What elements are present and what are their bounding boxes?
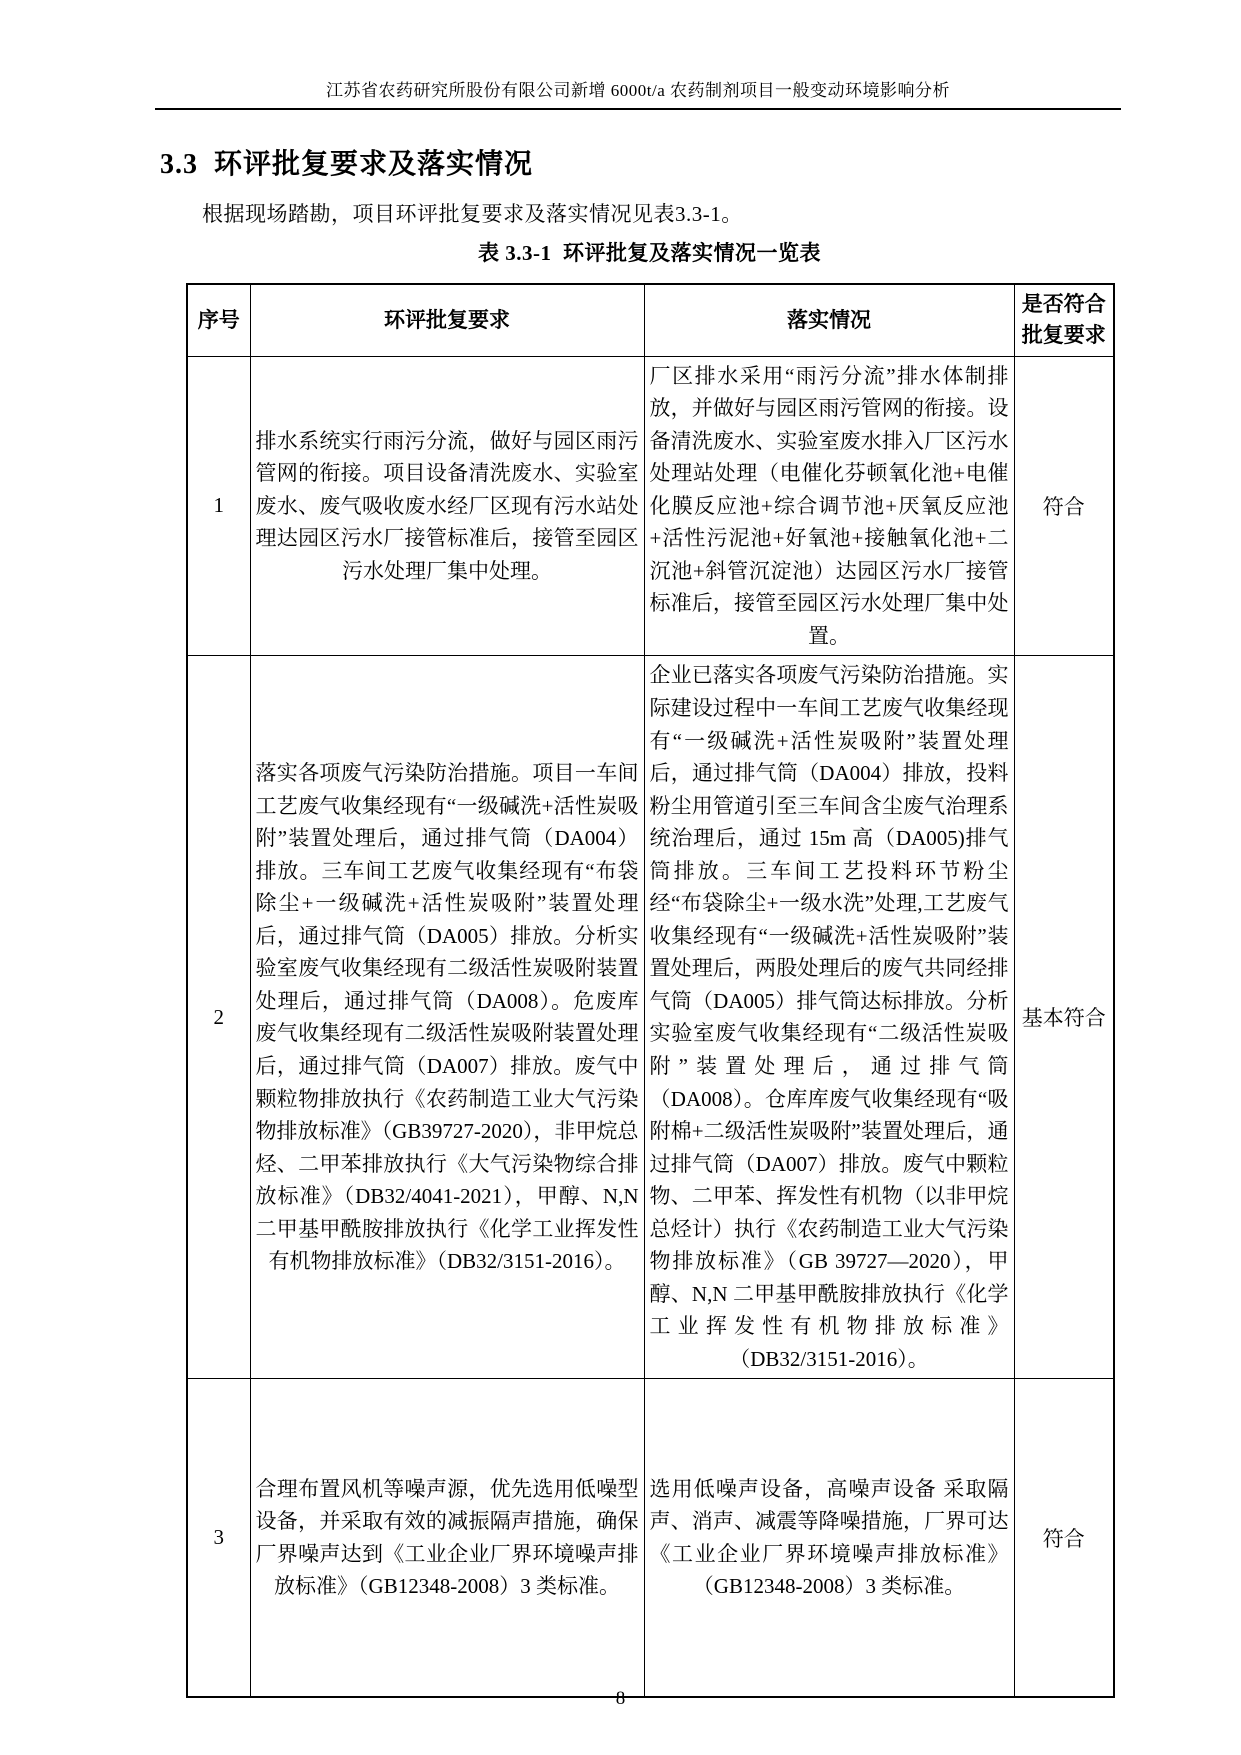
table-row bbox=[187, 656, 1114, 1379]
column-header-compliance: 是否符合批复要求 bbox=[1014, 284, 1114, 356]
implementation-cell: 选用低噪声设备，高噪声设备 采取隔声、消声、减震等降噪措施，厂界可达《工业企业厂界环境噪声排放标准》（GB12348-2008）3 类标准。 bbox=[644, 1379, 1014, 1697]
requirement-cell: 排水系统实行雨污分流，做好与园区雨污管网的衔接。项目设备清洗废水、实验室废水、废气吸收废水经厂区现有污水站处理达园区污水厂接管标准后，接管至园区污水处理厂集中处理。 bbox=[250, 356, 644, 656]
page-number: 8 bbox=[615, 1688, 626, 1709]
section-heading: 3.3 环评批复要求及落实情况 bbox=[160, 149, 534, 180]
implementation-cell: 厂区排水采用“雨污分流”排水体制排放，并做好与园区雨污管网的衔接。设备清洗废水、实验室废水排入厂区污水处理站处理（电催化芬顿氧化池+电催化膜反应池+综合调节池+厌氧反应池+活性污泥池+好氧池+接触氧化池+二沉池+斜管沉淀池）达园区污水厂接管标准后，接管至园区污水处理厂集中处置。 bbox=[644, 356, 1014, 656]
review-table bbox=[186, 283, 1115, 1698]
table-row bbox=[187, 356, 1114, 656]
column-header-no: 序号 bbox=[187, 284, 250, 356]
row-number: 3 bbox=[187, 1379, 250, 1697]
row-number: 1 bbox=[187, 356, 250, 656]
requirement-cell: 合理布置风机等噪声源，优先选用低噪型设备，并采取有效的减振隔声措施，确保厂界噪声达到《工业企业厂界环境噪声排放标准》（GB12348-2008）3 类标准。 bbox=[250, 1379, 644, 1697]
intro-paragraph: 根据现场踏勘，项目环评批复要求及落实情况见表3.3-1。 bbox=[202, 202, 743, 226]
column-header-implementation: 落实情况 bbox=[644, 284, 1014, 356]
table-header-row bbox=[187, 284, 1114, 356]
table-row bbox=[187, 1379, 1114, 1697]
compliance-cell: 符合 bbox=[1014, 1379, 1114, 1697]
column-header-requirement: 环评批复要求 bbox=[250, 284, 644, 356]
compliance-cell: 符合 bbox=[1014, 356, 1114, 656]
page-header bbox=[155, 76, 1121, 110]
row-number: 2 bbox=[187, 656, 250, 1379]
implementation-cell: 企业已落实各项废气污染防治措施。实际建设过程中一车间工艺废气收集经现有“一级碱洗+活性炭吸附”装置处理后，通过排气筒（DA004）排放，投料粉尘用管道引至三车间含尘废气治理系统治理后，通过 15m 高（DA005)排气筒排放。三车间工艺投料环节粉尘经“布袋除尘+一级水洗”处理,工艺废气收集经现有“一级碱洗+活性炭吸附”装置处理后，两股处理后的废气共同经排气筒（DA005）排气筒达标排放。分析实验室废气收集经现有“二级活性炭吸附”装置处理后，通过排气筒（DA008）。仓库库废气收集经现有“吸附棉+二级活性炭吸附”装置处理后，通过排气筒（DA007）排放。废气中颗粒物、二甲苯、挥发性有机物（以非甲烷总烃计）执行《农药制造工业大气污染物排放标准》（GB 39727—2020），甲醇、N,N 二甲基甲酰胺排放执行《化学工业挥发性有机物排放标准》（DB32/3151-2016）。 bbox=[644, 656, 1014, 1379]
page-header-title: 江苏省农药研究所股份有限公司新增 6000t/a 农药制剂项目一般变动环境影响分析 bbox=[326, 81, 950, 100]
requirement-cell: 落实各项废气污染防治措施。项目一车间工艺废气收集经现有“一级碱洗+活性炭吸附”装置处理后，通过排气筒（DA004）排放。三车间工艺废气收集经现有“布袋除尘+一级碱洗+活性炭吸附”装置处理后，通过排气筒（DA005）排放。分析实验室废气收集经现有二级活性炭吸附装置处理后，通过排气筒（DA008）。危废库废气收集经现有二级活性炭吸附装置处理后，通过排气筒（DA007）排放。废气中颗粒物排放执行《农药制造工业大气污染物排放标准》（GB39727-2020），非甲烷总烃、二甲苯排放执行《大气污染物综合排放标准》（DB32/4041-2021），甲醇、N,N 二甲基甲酰胺排放执行《化学工业挥发性有机物排放标准》（DB32/3151-2016）。 bbox=[250, 656, 644, 1379]
table-caption: 表 3.3-1 环评批复及落实情况一览表 bbox=[478, 241, 821, 265]
compliance-cell: 基本符合 bbox=[1014, 656, 1114, 1379]
